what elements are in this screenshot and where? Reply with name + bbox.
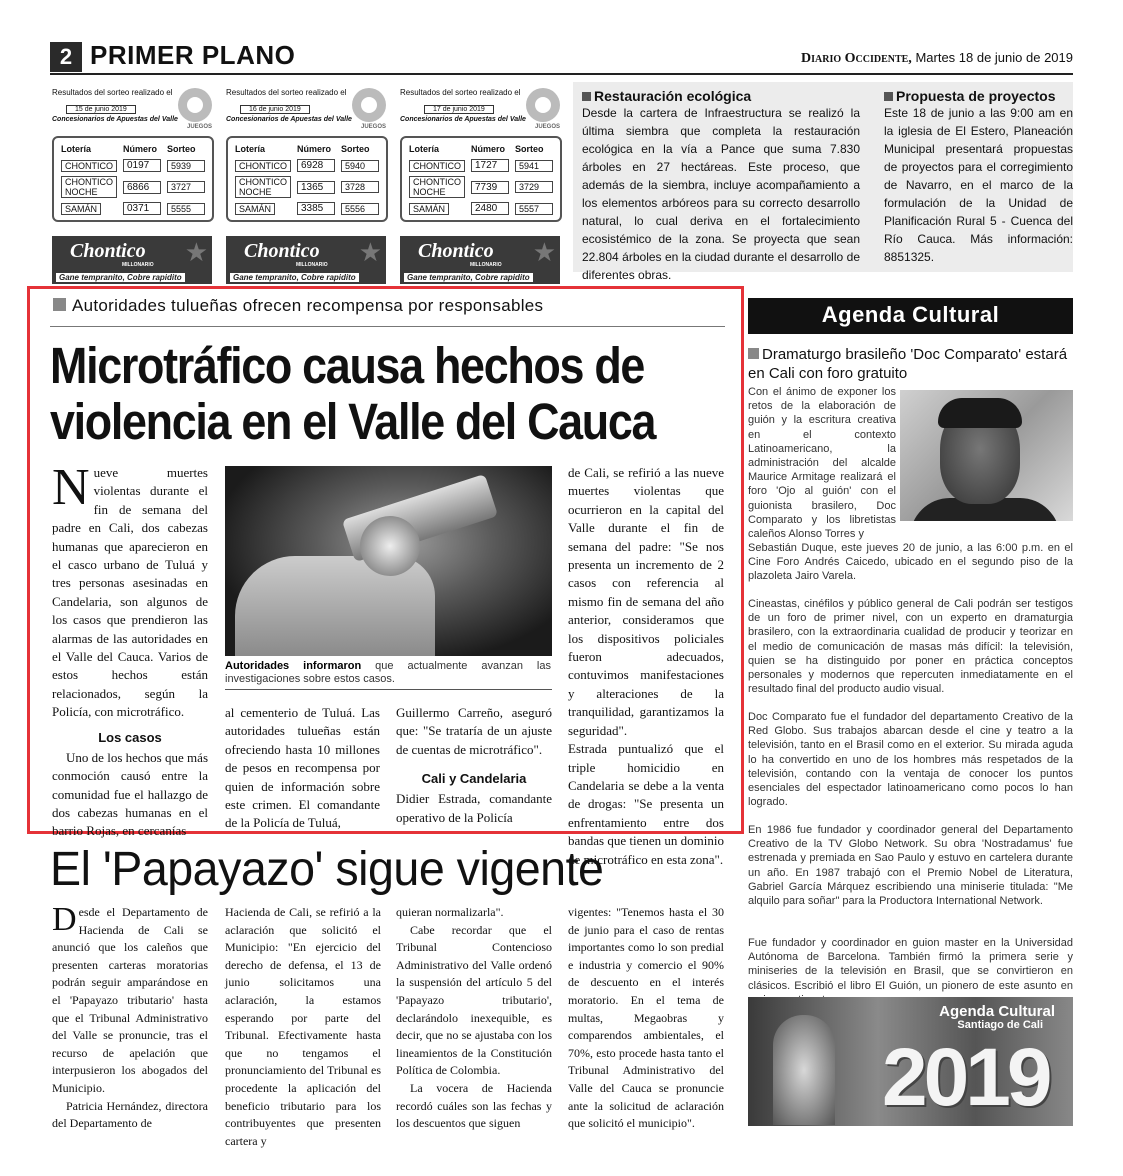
lottery-name: CHONTICO xyxy=(61,160,117,172)
article-paragraph: Patricia Hernández, directora del Departamento de xyxy=(52,1098,208,1131)
chontico-ad xyxy=(226,236,386,284)
square-bullet-icon xyxy=(582,92,591,101)
juegos-label: JUEGOS xyxy=(186,124,212,130)
article-paragraph: vigentes: "Tenemos hasta el 30 de junio para el caso de rentas importantes como lo son predial e industria y comercio el 90% de descuento en el interés moratorio. En el tema de multas, Megaobras y comparendos ambientales, el 70%, esto procede hasta tanto el Tribunal Administrativo del Valle del Cauca se pronuncie ante la solicitud de aclaración que solicitó el municipio". xyxy=(568,905,724,1131)
lottery-date: 15 de junio 2019 xyxy=(66,105,136,114)
lottery-draw: 5939 xyxy=(167,160,205,172)
square-bullet-icon xyxy=(748,348,759,359)
table-row xyxy=(59,175,207,199)
table-row xyxy=(233,158,381,173)
lottery-name: CHONTICO NOCHE xyxy=(235,176,291,198)
agenda-paragraph: Sebastián Duque, este jueves 20 de junio, a las 6:00 p.m. en el Cine Foro Andrés Caicedo, ubicado en el segundo piso de la plazoleta Jairo Varela. xyxy=(748,542,1073,583)
lottery-number: 6928 xyxy=(297,159,335,172)
lottery-draw: 5941 xyxy=(515,160,553,172)
table-row xyxy=(59,201,207,216)
headline-line-1: Microtráfico causa hechos de xyxy=(50,337,645,394)
brief-title xyxy=(884,88,1073,104)
lottery-name: CHONTICO NOCHE xyxy=(61,176,117,198)
papayazo-col-4 xyxy=(568,904,724,1133)
lottery-name: CHONTICO NOCHE xyxy=(409,176,465,198)
article-col-1 xyxy=(52,459,208,841)
chontico-ad xyxy=(52,236,212,284)
col-loteria: Lotería xyxy=(235,144,266,154)
article-col-4 xyxy=(568,464,724,869)
square-bullet-icon xyxy=(53,298,66,311)
agenda-title-text: Dramaturgo brasileño 'Doc Comparato' estará en Cali con foro gratuito xyxy=(748,346,1068,382)
logo-year: 2019 xyxy=(882,1032,1049,1123)
chontico-brand: Chontico xyxy=(244,240,320,262)
star-icon: ★ xyxy=(532,238,556,268)
drop-cap: N xyxy=(52,459,90,516)
section-title: PRIMER PLANO xyxy=(90,40,296,70)
col-sorteo: Sorteo xyxy=(167,144,196,154)
col-numero: Número xyxy=(297,144,332,154)
article-paragraph: Uno de los hechos que más conmoción causó entre la comunidad fue el hallazgo de dos cabezas humanas en el barrio Rojas, en cercanías xyxy=(52,749,208,839)
lottery-name: CHONTICO xyxy=(409,160,465,172)
lottery-date: 16 de junio 2019 xyxy=(240,105,310,114)
table-row xyxy=(407,201,555,216)
subhead-los-casos: Los casos xyxy=(98,729,162,745)
issue-date: Martes 18 de junio de 2019 xyxy=(915,50,1073,65)
article-col-2 xyxy=(225,704,380,833)
brief-title xyxy=(582,88,860,104)
agenda-paragraph: En 1986 fue fundador y coordinador general del Departamento Creativo de la TV Globo Network. Su obra 'Nostradamus' fue estrenada y premiada en Sao Paulo y estuvo en cartelera durante un año. En 1987 trabajó con el Premio Nobel de Literatura, Gabriel García Márquez escribiendo una miniserie titulada: "Me alquilo para soñar" para la Productora International Network. xyxy=(748,824,1073,908)
agenda-cultural-2019-logo xyxy=(748,997,1073,1126)
chontico-brand: Chontico xyxy=(418,240,494,262)
article-kicker xyxy=(53,296,543,316)
lottery-caption: Resultados del sorteo realizado el xyxy=(52,88,173,97)
star-icon: ★ xyxy=(184,238,208,268)
col-loteria: Lotería xyxy=(61,144,92,154)
papayazo-col-2 xyxy=(225,904,381,1150)
brief-restauracion xyxy=(582,88,860,284)
agenda-article-title xyxy=(748,345,1073,383)
article-paragraph: ueve muertes violentas durante el fin de semana del padre en Cali, dos cabezas humanas que aparecieron en el casco urbano de Tuluá y tres personas asesinadas en Candelaria, son algunos de los casos que prendieron las alarmas de las autoridades en el Valle del Cauca. Varios de estos hechos están relacionados, según la Policía, con microtráfico. xyxy=(52,465,208,720)
juegos-logo-icon xyxy=(352,88,386,122)
masthead xyxy=(801,50,1073,67)
chontico-ad xyxy=(400,236,560,284)
photo-caption xyxy=(225,660,551,686)
lottery-number: 0197 xyxy=(123,159,161,172)
lottery-number: 6866 xyxy=(123,181,161,194)
brief-title-text: Restauración ecológica xyxy=(594,88,752,104)
lottery-name: SAMÁN xyxy=(61,203,101,215)
juegos-logo-icon xyxy=(178,88,212,122)
lottery-result-2 xyxy=(226,88,386,228)
papayazo-col-3 xyxy=(396,904,552,1133)
article-paragraph: Estrada puntualizó que el triple homicidio en Candelaria se debe a la venta de drogas: "Se presenta un enfrentamiento entre dos bandas que tienen un dominio de microtráfico en esta zona". xyxy=(568,741,724,867)
lottery-draw: 3727 xyxy=(167,181,205,193)
brief-title-text: Propuesta de proyectos xyxy=(896,88,1056,104)
table-row xyxy=(59,158,207,173)
lottery-caption: Resultados del sorteo realizado el xyxy=(400,88,521,97)
col-loteria: Lotería xyxy=(409,144,440,154)
lottery-concession: Concesionarios de Apuestas del Valle xyxy=(226,116,352,123)
lottery-date: 17 de junio 2019 xyxy=(424,105,494,114)
agenda-paragraph: Fue fundador y coordinador en guion master en la Universidad Autónoma de Barcelona. También firmó la primera serie y miniseries de la televisión en Brasil, que se convirtieron en clásicos. Escribió el libro El Guión, un pionero de este asunto en xyxy=(748,937,1073,992)
lottery-concession: Concesionarios de Apuestas del Valle xyxy=(52,116,178,123)
chontico-sub: MILLONARIO xyxy=(296,262,328,268)
lottery-result-1 xyxy=(52,88,212,228)
lottery-result-3 xyxy=(400,88,560,228)
lottery-number: 1727 xyxy=(471,159,509,172)
table-row xyxy=(407,158,555,173)
logo-title: Agenda Cultural xyxy=(939,1003,1055,1020)
article-col-3 xyxy=(396,704,552,827)
hair-shape xyxy=(938,398,1022,428)
agenda-paragraph-wrap: Con el ánimo de exponer los retos de la elaboración de guión y la escritura creativa en el contexto Latinoamericano, la administración del alcalde Maurice Armitage realizará el foro 'Ojo al guión' con el guionista brasilero, Doc Comparato y los libretistas caleños Alonso Torres y xyxy=(748,386,896,541)
lottery-draw: 5556 xyxy=(341,203,379,215)
caption-rule xyxy=(225,689,552,690)
square-bullet-icon xyxy=(884,92,893,101)
lottery-number: 0371 xyxy=(123,202,161,215)
cylinder-shape xyxy=(360,516,420,576)
doc-comparato-photo xyxy=(900,390,1073,521)
lottery-number: 7739 xyxy=(471,181,509,194)
page-number: 2 xyxy=(50,42,82,72)
col-sorteo: Sorteo xyxy=(341,144,370,154)
lottery-number: 1365 xyxy=(297,181,335,194)
juegos-label: JUEGOS xyxy=(360,124,386,130)
col-sorteo: Sorteo xyxy=(515,144,544,154)
table-row xyxy=(233,175,381,199)
juegos-label: JUEGOS xyxy=(534,124,560,130)
agenda-paragraph: Cineastas, cinéfilos y público general de Cali podrán ser testigos de un foro de primer nivel, con un experto en dramaturgia brasilero, con la extraordinaria cualidad de producir y teorizar en el medio de comunicación de masas más difícil: la televisión, quien se ha distinguido por poner en práctica conceptos personales y modernos que repercuten inmediatamente en el resultado final del producto audio visual. xyxy=(748,598,1073,696)
subhead-cali-candelaria: Cali y Candelaria xyxy=(421,771,527,787)
revolver-photo xyxy=(225,466,552,656)
article-paragraph: Cabe recordar que el Tribunal Contencioso Administrativo del Valle ordenó la suspensión del artículo 5 del 'Papayazo tributario', declarándolo inexequible, es decir, que no se ajustaba con los lineamientos de la Constitución Política de Colombia. xyxy=(396,922,552,1078)
article-paragraph: quieran normalizarla". xyxy=(396,905,504,919)
chontico-slogan: Gane tempranito, Cobre rapidito xyxy=(404,273,533,282)
table-row xyxy=(407,175,555,199)
star-icon: ★ xyxy=(358,238,382,268)
kicker-text: Autoridades tulueñas ofrecen recompensa por responsables xyxy=(72,296,544,315)
chontico-slogan: Gane tempranito, Cobre rapidito xyxy=(56,273,185,282)
caption-text: que actualmente avanzan las investigaciones sobre estos casos. xyxy=(225,660,551,685)
lottery-table xyxy=(400,136,562,222)
header-rule xyxy=(50,73,1073,75)
lottery-number: 2480 xyxy=(471,202,509,215)
col-numero: Número xyxy=(123,144,158,154)
chontico-sub: MILLONARIO xyxy=(470,262,502,268)
lottery-draw: 5940 xyxy=(341,160,379,172)
article-paragraph: Hacienda de Cali, se refirió a la aclaración que solicitó el Municipio: "En ejercicio del derecho de defensa, el 13 de junio solicitamos una aclaración, la estamos esperando por parte del Tribunal. Efectivamente hasta que no tengamos el pronunciamiento del Tribunal es procedente la aplicación del beneficio tributario para los contribuyentes que presenten cartera y xyxy=(225,905,381,1148)
lottery-table xyxy=(226,136,388,222)
headline-line-2: violencia en el Valle del Cauca xyxy=(50,393,656,450)
dancer-figure xyxy=(773,1015,835,1125)
papayazo-headline: El 'Papayazo' sigue vigente xyxy=(50,843,604,896)
logo-subtitle: Santiago de Cali xyxy=(957,1019,1043,1031)
article-paragraph: La vocera de Hacienda recordó cuáles son las fechas y los descuentos que siguen xyxy=(396,1080,552,1131)
caption-bold: Autoridades informaron xyxy=(225,660,362,672)
lottery-draw: 5557 xyxy=(515,203,553,215)
lottery-name: SAMÁN xyxy=(235,203,275,215)
article-headline xyxy=(50,338,657,450)
brief-propuesta xyxy=(884,88,1073,266)
col-numero: Número xyxy=(471,144,506,154)
lottery-concession: Concesionarios de Apuestas del Valle xyxy=(400,116,526,123)
table-row xyxy=(233,201,381,216)
agenda-cultural-bar: Agenda Cultural xyxy=(748,298,1073,334)
chontico-sub: MILLONARIO xyxy=(122,262,154,268)
article-paragraph: esde el Departamento de Hacienda de Cali se anunció que los caleños que presenten carteras moratorias podrán seguir amparándose en el 'Papayazo tributario' hasta que el Tribunal Administrativo del Valle se pronuncie, tras el recurso de apelación que interpusieron los abogados del Municipio. xyxy=(52,905,208,1095)
brief-text: Desde la cartera de Infraestructura se realizó la última siembra que completa la restauración ecológica en la vía a Pance que suma 7.830 árboles en 27 hectáreas. Este proceso, que además de la siembra, incluye acompañamiento a los elementos arbóreos para su correcto desarrollo natural, lo cual deriva en el fortalecimiento ecosistémico de la zona. Se proyecta que sean 22.804 árboles en la ciudad durante el desarrollo de diferentes obras. xyxy=(582,106,860,282)
lottery-draw: 5555 xyxy=(167,203,205,215)
drop-cap: D xyxy=(52,901,77,938)
lottery-draw: 3729 xyxy=(515,181,553,193)
chontico-slogan: Gane tempranito, Cobre rapidito xyxy=(230,273,359,282)
lottery-caption: Resultados del sorteo realizado el xyxy=(226,88,347,97)
lottery-number: 3385 xyxy=(297,202,335,215)
article-paragraph: de Cali, se refirió a las nueve muertes violentas que ocurrieron en la capital del Valle durante el fin de semana del padre: "Se nos presenta un incremento de 2 casos con referencia al mismo fin de semana del año anterior, consideramos que los dispositivos policiales fueron adecuados, contuvimos manifestaciones y alteraciones de la tranquilidad, garantizamos la seguridad". xyxy=(568,465,724,738)
papayazo-col-1 xyxy=(52,901,208,1133)
lottery-name: SAMÁN xyxy=(409,203,449,215)
article-paragraph: Guillermo Carreño, aseguró que: "Se trataría de un ajuste de cuentas de microtráfico". xyxy=(396,705,552,757)
juegos-logo-icon xyxy=(526,88,560,122)
paper-name: Diario Occidente, xyxy=(801,51,912,66)
kicker-rule xyxy=(50,326,725,327)
lottery-draw: 3728 xyxy=(341,181,379,193)
article-paragraph: al cementerio de Tuluá. Las autoridades tulueñas están ofreciendo hasta 10 millones de pesos en recompensa por quien de información sobre este crimen. El comandante de la Policía de Tuluá, xyxy=(225,705,380,831)
agenda-paragraph: Doc Comparato fue el fundador del departamento Creativo de la Red Globo. Sus trabajos abarcan desde el cine y teatro a la televisión, tanto en el Brasil como en el exterior. Su mirada aguda lo ha convertido en uno de los hombres más respetados de la televisión, contando con la ventaja de conocer los puntos esenciales del espectador latinoamericano como pocos lo han logrado. xyxy=(748,711,1073,809)
chontico-brand: Chontico xyxy=(70,240,146,262)
brief-text: Este 18 de junio a las 9:00 am en la iglesia de El Estero, Planeación Municipal presentará propuestas de proyectos para el corregimiento de Navarro, en el marco de la formulación de la Unidad de Planificación Rural 5 - Cuenca del Río Cauca. Más información: 8851325. xyxy=(884,106,1073,264)
lottery-name: CHONTICO xyxy=(235,160,291,172)
article-paragraph: Didier Estrada, comandante operativo de la Policía xyxy=(396,791,552,825)
lottery-table xyxy=(52,136,214,222)
